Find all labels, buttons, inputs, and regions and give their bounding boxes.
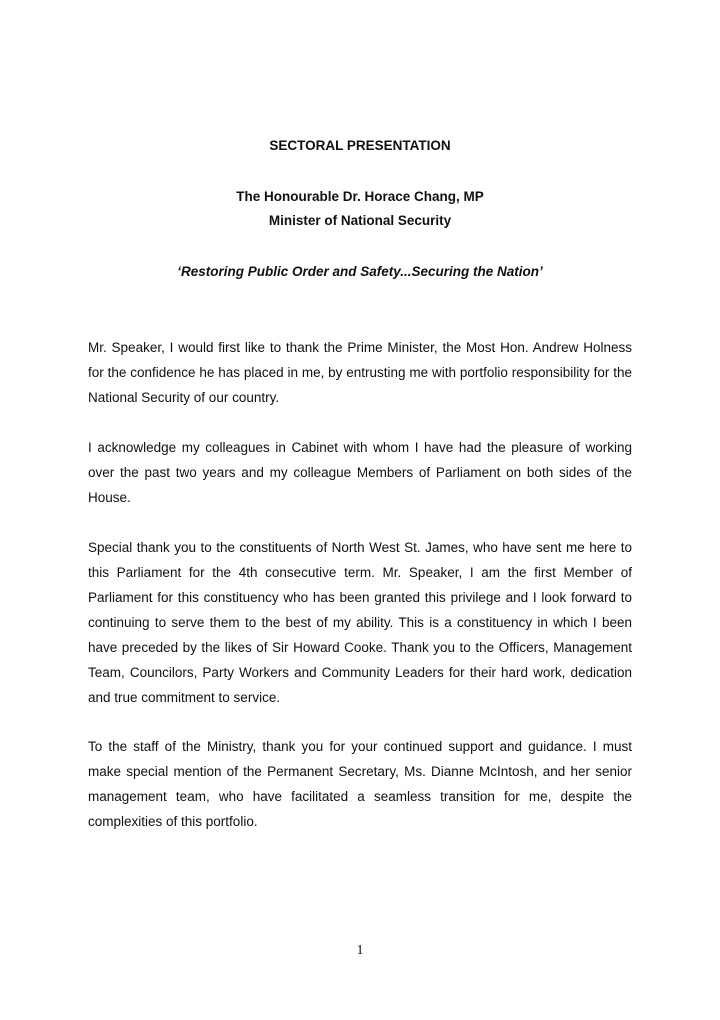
paragraph-4: To the staff of the Ministry, thank you for your continued support and guidance. I must make special mention of the Permanent Secretary, Ms. Dianne McIntosh, and her senior management team, who have facilitated a seamless transition for me, despite the complexities of this portfolio. (88, 739, 632, 829)
speech-theme: ‘Restoring Public Order and Safety...Securing the Nation’ (177, 264, 543, 279)
paragraph-2: I acknowledge my colleagues in Cabinet with whom I have had the pleasure of working over the past two years and my colleague Members of Parliament on both sides of the House. (88, 440, 632, 505)
document-heading: SECTORAL PRESENTATION (269, 138, 451, 153)
speaker-name: The Honourable Dr. Horace Chang, MP (236, 189, 484, 204)
paragraph-1: Mr. Speaker, I would first like to thank the Prime Minister, the Most Hon. Andrew Holness for the confidence he has placed in me, by entrusting me with portfolio responsibility for the National Security of our country. (88, 340, 632, 405)
speaker-role: Minister of National Security (268, 213, 452, 228)
paragraph-3: Special thank you to the constituents of North West St. James, who have sent me here to this Parliament for the 4th consecutive term. Mr. Speaker, I am the first Member of Parliament for this constituency who has been granted this privilege and I look forward to continuing to serve them to the best of my ability. This is a constituency in which I been have preceded by the likes of Sir Howard Cooke. Thank you to the Officers, Management Team, Councilors, Party Workers and Community Leaders for their hard work, dedication and true commitment to service. (88, 540, 632, 705)
page-number: 1 (356, 943, 364, 958)
